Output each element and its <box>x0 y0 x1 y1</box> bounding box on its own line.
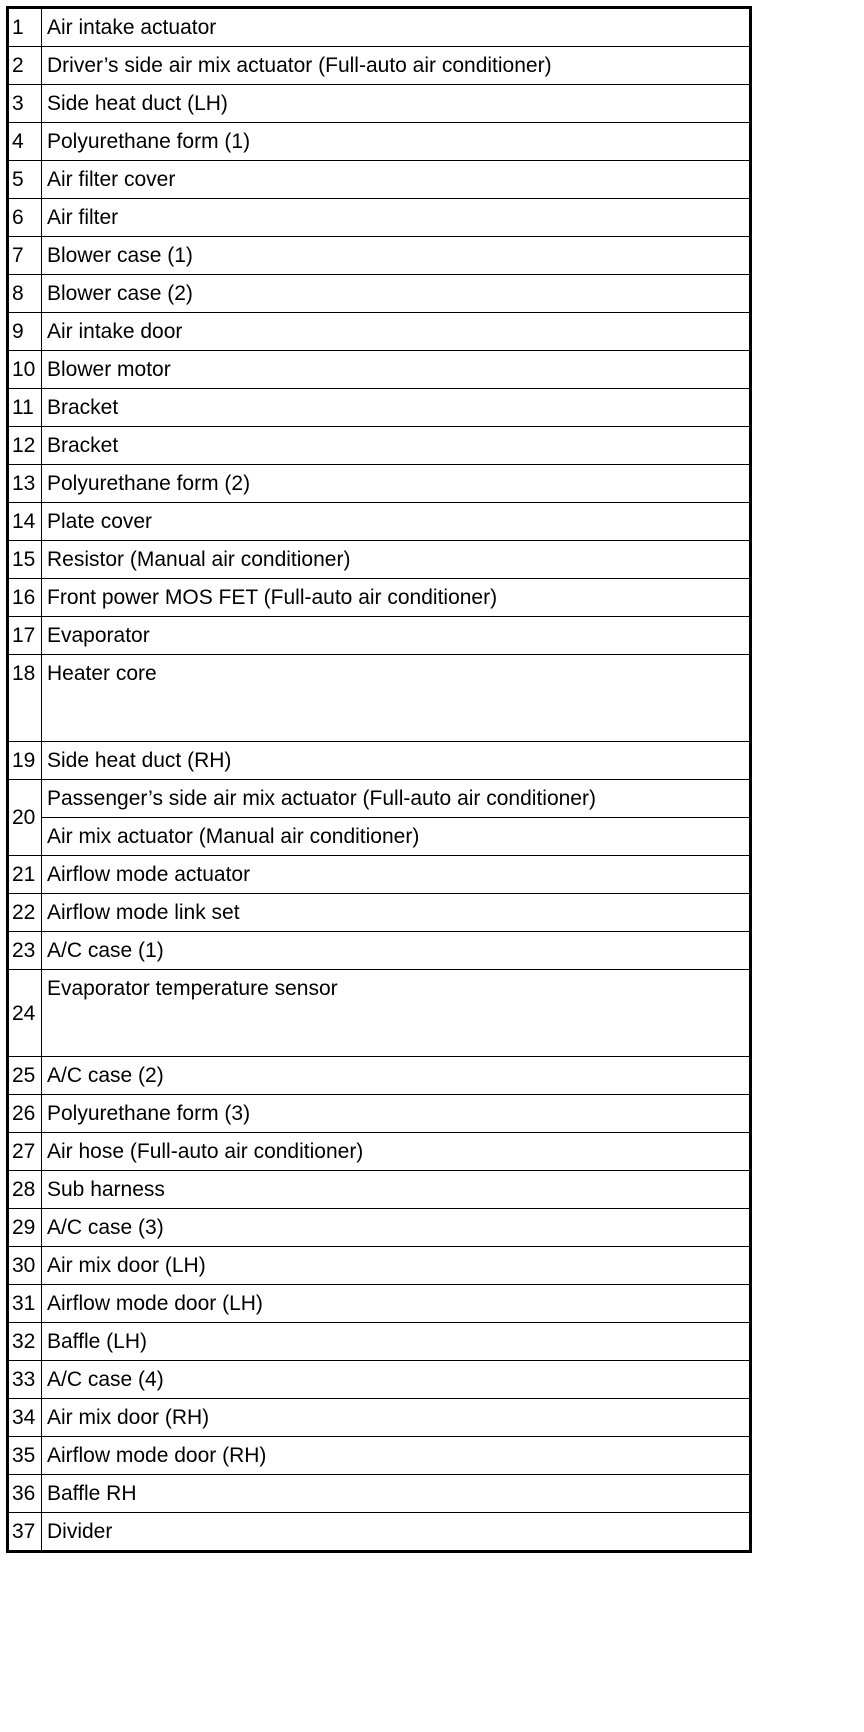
part-name: Airflow mode door (LH) <box>42 1285 751 1323</box>
table-row <box>8 161 751 199</box>
table-row <box>8 1513 751 1552</box>
part-number: 3 <box>8 85 42 123</box>
part-name: Polyurethane form (1) <box>42 123 751 161</box>
part-number: 32 <box>8 1323 42 1361</box>
table-row <box>8 47 751 85</box>
table-row <box>8 351 751 389</box>
table-row <box>8 818 751 856</box>
table-row <box>8 465 751 503</box>
table-row <box>8 503 751 541</box>
part-number: 28 <box>8 1171 42 1209</box>
part-name: Airflow mode link set <box>42 894 751 932</box>
table-row <box>8 1323 751 1361</box>
part-name: A/C case (2) <box>42 1057 751 1095</box>
table-row <box>8 932 751 970</box>
parts-table-body <box>8 8 751 1552</box>
part-number: 21 <box>8 856 42 894</box>
part-number: 14 <box>8 503 42 541</box>
table-row <box>8 1361 751 1399</box>
part-number: 6 <box>8 199 42 237</box>
part-name: Baffle RH <box>42 1475 751 1513</box>
part-name: Passenger’s side air mix actuator (Full-auto air conditioner) <box>42 780 751 818</box>
part-name: Air hose (Full-auto air conditioner) <box>42 1133 751 1171</box>
part-number: 35 <box>8 1437 42 1475</box>
part-name: Front power MOS FET (Full-auto air conditioner) <box>42 579 751 617</box>
table-row <box>8 123 751 161</box>
part-number: 18 <box>8 655 42 742</box>
table-row <box>8 541 751 579</box>
part-number: 36 <box>8 1475 42 1513</box>
part-number: 8 <box>8 275 42 313</box>
part-number: 12 <box>8 427 42 465</box>
table-row <box>8 199 751 237</box>
table-row <box>8 1057 751 1095</box>
part-name: Plate cover <box>42 503 751 541</box>
part-name: Baffle (LH) <box>42 1323 751 1361</box>
table-row <box>8 1095 751 1133</box>
part-name: A/C case (1) <box>42 932 751 970</box>
part-number: 7 <box>8 237 42 275</box>
table-row <box>8 1399 751 1437</box>
part-number: 30 <box>8 1247 42 1285</box>
part-number: 1 <box>8 8 42 47</box>
part-number: 37 <box>8 1513 42 1552</box>
part-name: Evaporator <box>42 617 751 655</box>
part-name: Polyurethane form (2) <box>42 465 751 503</box>
table-row <box>8 1285 751 1323</box>
part-number: 9 <box>8 313 42 351</box>
table-row <box>8 579 751 617</box>
part-name: Sub harness <box>42 1171 751 1209</box>
table-row <box>8 655 751 742</box>
table-row <box>8 742 751 780</box>
part-number: 34 <box>8 1399 42 1437</box>
table-row <box>8 1209 751 1247</box>
table-row <box>8 389 751 427</box>
part-number: 33 <box>8 1361 42 1399</box>
table-row <box>8 237 751 275</box>
part-name: Side heat duct (RH) <box>42 742 751 780</box>
part-name: Resistor (Manual air conditioner) <box>42 541 751 579</box>
table-row <box>8 1475 751 1513</box>
part-name: Air intake actuator <box>42 8 751 47</box>
part-name: Air filter <box>42 199 751 237</box>
part-name: Blower motor <box>42 351 751 389</box>
table-row <box>8 617 751 655</box>
part-name: Evaporator temperature sensor <box>42 970 751 1057</box>
part-number: 19 <box>8 742 42 780</box>
table-row <box>8 1437 751 1475</box>
part-name: Bracket <box>42 427 751 465</box>
table-row <box>8 780 751 818</box>
part-number: 20 <box>8 780 42 856</box>
part-number: 4 <box>8 123 42 161</box>
part-number: 23 <box>8 932 42 970</box>
table-row <box>8 1171 751 1209</box>
part-name: Airflow mode door (RH) <box>42 1437 751 1475</box>
table-row <box>8 85 751 123</box>
part-number: 25 <box>8 1057 42 1095</box>
part-name: A/C case (3) <box>42 1209 751 1247</box>
part-name: Bracket <box>42 389 751 427</box>
part-name-alt: Air mix actuator (Manual air conditioner) <box>42 818 751 856</box>
part-name: Side heat duct (LH) <box>42 85 751 123</box>
table-row <box>8 427 751 465</box>
part-name: Polyurethane form (3) <box>42 1095 751 1133</box>
part-number: 22 <box>8 894 42 932</box>
parts-table <box>6 6 752 1553</box>
part-number: 16 <box>8 579 42 617</box>
part-name: Air intake door <box>42 313 751 351</box>
part-number: 29 <box>8 1209 42 1247</box>
part-name: Airflow mode actuator <box>42 856 751 894</box>
part-number: 24 <box>8 970 42 1057</box>
part-number: 31 <box>8 1285 42 1323</box>
part-name: Heater core <box>42 655 751 742</box>
table-row <box>8 1133 751 1171</box>
table-row <box>8 8 751 47</box>
part-name: Divider <box>42 1513 751 1552</box>
part-number: 5 <box>8 161 42 199</box>
part-name: Blower case (2) <box>42 275 751 313</box>
part-number: 15 <box>8 541 42 579</box>
part-name: A/C case (4) <box>42 1361 751 1399</box>
table-row <box>8 1247 751 1285</box>
part-number: 17 <box>8 617 42 655</box>
table-row <box>8 970 751 1057</box>
part-name: Air filter cover <box>42 161 751 199</box>
part-name: Blower case (1) <box>42 237 751 275</box>
table-row <box>8 313 751 351</box>
part-number: 13 <box>8 465 42 503</box>
part-number: 26 <box>8 1095 42 1133</box>
table-row <box>8 894 751 932</box>
part-name: Air mix door (LH) <box>42 1247 751 1285</box>
part-number: 10 <box>8 351 42 389</box>
part-number: 2 <box>8 47 42 85</box>
part-name: Air mix door (RH) <box>42 1399 751 1437</box>
part-number: 11 <box>8 389 42 427</box>
table-row <box>8 275 751 313</box>
part-name: Driver’s side air mix actuator (Full-auto air conditioner) <box>42 47 751 85</box>
table-row <box>8 856 751 894</box>
part-number: 27 <box>8 1133 42 1171</box>
